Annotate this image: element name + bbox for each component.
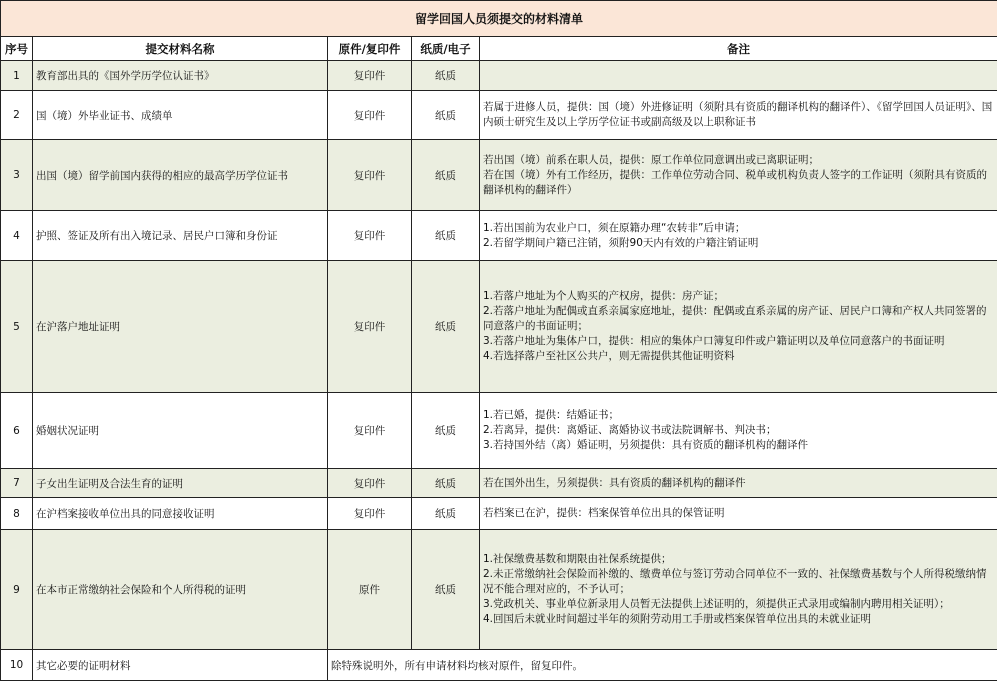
table-title: 留学回国人员须提交的材料清单 [1,1,997,37]
row-no: 2 [1,91,33,140]
table-row [1,498,997,530]
row-name: 教育部出具的《国外学历学位认证书》 [33,61,328,91]
row-no: 3 [1,140,33,211]
row-no: 4 [1,211,33,261]
row-original: 复印件 [328,61,412,91]
row-original: 复印件 [328,261,412,393]
row-name: 婚姻状况证明 [33,393,328,469]
row-original: 复印件 [328,469,412,498]
row-note: 1.社保缴费基数和期限由社保系统提供； 2.未正常缴纳社会保险而补缴的、缴费单位与签订劳动合同单位不一致的、社保缴费基数与个人所得税缴纳情况不能合理对应的，不予认可； 3.党政机关、事业单位新录用人员暂无法提供上述证明的，须提供正式录用或编制内聘用相关证明）； 4.回国后未就业时间超过半年的须附劳动用工手册或档案保管单位出具的未就业证明 [480,530,997,650]
row-no: 5 [1,261,33,393]
row-no: 9 [1,530,33,650]
row-name: 护照、签证及所有出入境记录、居民户口簿和身份证 [33,211,328,261]
table-row [1,530,997,650]
header-no: 序号 [1,37,33,61]
row-original: 复印件 [328,211,412,261]
row-no: 8 [1,498,33,530]
row-note: 若在国外出生，另须提供：具有资质的翻译机构的翻译件 [480,469,997,498]
row-form: 纸质 [412,261,480,393]
row-no: 10 [1,650,33,681]
row-note: 1.若已婚，提供：结婚证书； 2.若离异，提供：离婚证、离婚协议书或法院调解书、判决书； 3.若持国外结（离）婚证明，另须提供：具有资质的翻译机构的翻译件 [480,393,997,469]
row-original: 复印件 [328,393,412,469]
table-row [1,140,997,211]
header-name: 提交材料名称 [33,37,328,61]
table-row [1,393,997,469]
table-row [1,469,997,498]
row-note [480,61,997,91]
row-name: 子女出生证明及合法生育的证明 [33,469,328,498]
row-form: 纸质 [412,469,480,498]
row-original: 复印件 [328,140,412,211]
row-form: 纸质 [412,61,480,91]
row-original: 原件 [328,530,412,650]
header-form: 纸质/电子 [412,37,480,61]
row-form: 纸质 [412,530,480,650]
row-name: 出国（境）留学前国内获得的相应的最高学历学位证书 [33,140,328,211]
row-note: 若档案已在沪，提供：档案保管单位出具的保管证明 [480,498,997,530]
row-no: 7 [1,469,33,498]
table-row [1,61,997,91]
row-form: 纸质 [412,393,480,469]
table-row [1,211,997,261]
row-name: 在本市正常缴纳社会保险和个人所得税的证明 [33,530,328,650]
row-merged-note: 除特殊说明外，所有申请材料均核对原件，留复印件。 [328,650,997,681]
header-row [1,37,997,61]
table-row [1,91,997,140]
header-note: 备注 [480,37,997,61]
row-original: 复印件 [328,91,412,140]
row-note: 1.若落户地址为个人购买的产权房，提供：房产证； 2.若落户地址为配偶或直系亲属家庭地址，提供：配偶或直系亲属的房产证、居民户口簿和产权人共同签署的同意落户的书面证明； 3.若落户地址为集体户口，提供：相应的集体户口簿复印件或户籍证明以及单位同意落户的书面证明 4.若选择落户至社区公共户，则无需提供其他证明资料 [480,261,997,393]
row-no: 6 [1,393,33,469]
row-form: 纸质 [412,211,480,261]
row-form: 纸质 [412,140,480,211]
row-name: 在沪档案接收单位出具的同意接收证明 [33,498,328,530]
row-name: 在沪落户地址证明 [33,261,328,393]
table-row [1,650,997,681]
row-no: 1 [1,61,33,91]
row-original: 复印件 [328,498,412,530]
row-name: 其它必要的证明材料 [33,650,328,681]
header-original: 原件/复印件 [328,37,412,61]
table-row [1,261,997,393]
row-note: 1.若出国前为农业户口，须在原籍办理“农转非”后申请； 2.若留学期间户籍已注销，须附90天内有效的户籍注销证明 [480,211,997,261]
row-note: 若出国（境）前系在职人员，提供：原工作单位同意调出或已离职证明； 若在国（境）外有工作经历，提供：工作单位劳动合同、税单或机构负责人签字的工作证明（须附具有资质的翻译机构的翻译件） [480,140,997,211]
row-note: 若属于进修人员，提供：国（境）外进修证明（须附具有资质的翻译机构的翻译件）、《留学回国人员证明》、国内硕士研究生及以上学历学位证书或副高级及以上职称证书 [480,91,997,140]
row-form: 纸质 [412,91,480,140]
row-name: 国（境）外毕业证书、成绩单 [33,91,328,140]
row-form: 纸质 [412,498,480,530]
